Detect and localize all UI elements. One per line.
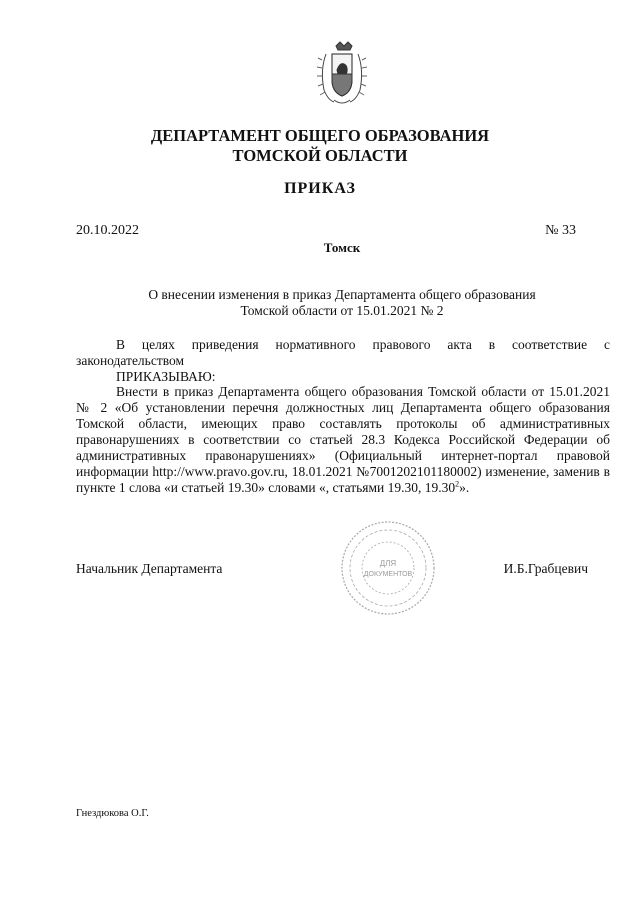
order-paragraph-end: ».	[459, 480, 470, 495]
subject-line-1: О внесении изменения в приказ Департамента общего образования	[148, 287, 536, 302]
coat-of-arms-emblem	[314, 40, 370, 108]
subject-line-2: Томской области от 15.01.2021 № 2	[240, 303, 444, 318]
order-paragraph	[76, 384, 610, 496]
department-name: ДЕПАРТАМЕНТ ОБЩЕГО ОБРАЗОВАНИЯ	[150, 126, 490, 145]
stamp-text-line-1: ДЛЯ	[379, 559, 397, 568]
order-keyword: ПРИКАЗЫВАЮ:	[116, 369, 216, 384]
region-name: ТОМСКОЙ ОБЛАСТИ	[232, 146, 408, 165]
order-number: № 33	[545, 223, 576, 238]
order-date: 20.10.2022	[76, 223, 139, 238]
order-paragraph-superscript: 2	[455, 479, 460, 489]
document-type: ПРИКАЗ	[284, 180, 356, 197]
signatory-title: Начальник Департамента	[76, 561, 223, 576]
signatory-name: И.Б.Грабцевич	[503, 561, 588, 576]
order-paragraph-text: Внести в приказ Департамента общего образования Томской области от 15.01.2021 № 2 «Об установлении перечня должностных лиц Департамента общего образования Томской области, имеющих право составлять протоколы об административных правонарушениях в соответствии со статьей 28.3 Кодекса Российской Федерации об административных правонарушениях» (Официальный интернет-портал правовой информации http://www.pravo.gov.ru, 18.01.2021 №7001202101180002) изменение, заменив в пункте 1 слова «и статьей 19.30» словами «, статьями 19.30, 19.30	[76, 384, 610, 495]
official-stamp	[333, 518, 443, 618]
executor-name: Гнездюкова О.Г.	[76, 808, 149, 819]
preamble-paragraph: В целях приведения нормативного правового акта в соответствие с законодательством	[76, 337, 610, 368]
city-name: Томск	[323, 240, 361, 255]
stamp-text-line-2: ДОКУМЕНТОВ	[363, 571, 413, 578]
order-subject	[76, 287, 608, 319]
